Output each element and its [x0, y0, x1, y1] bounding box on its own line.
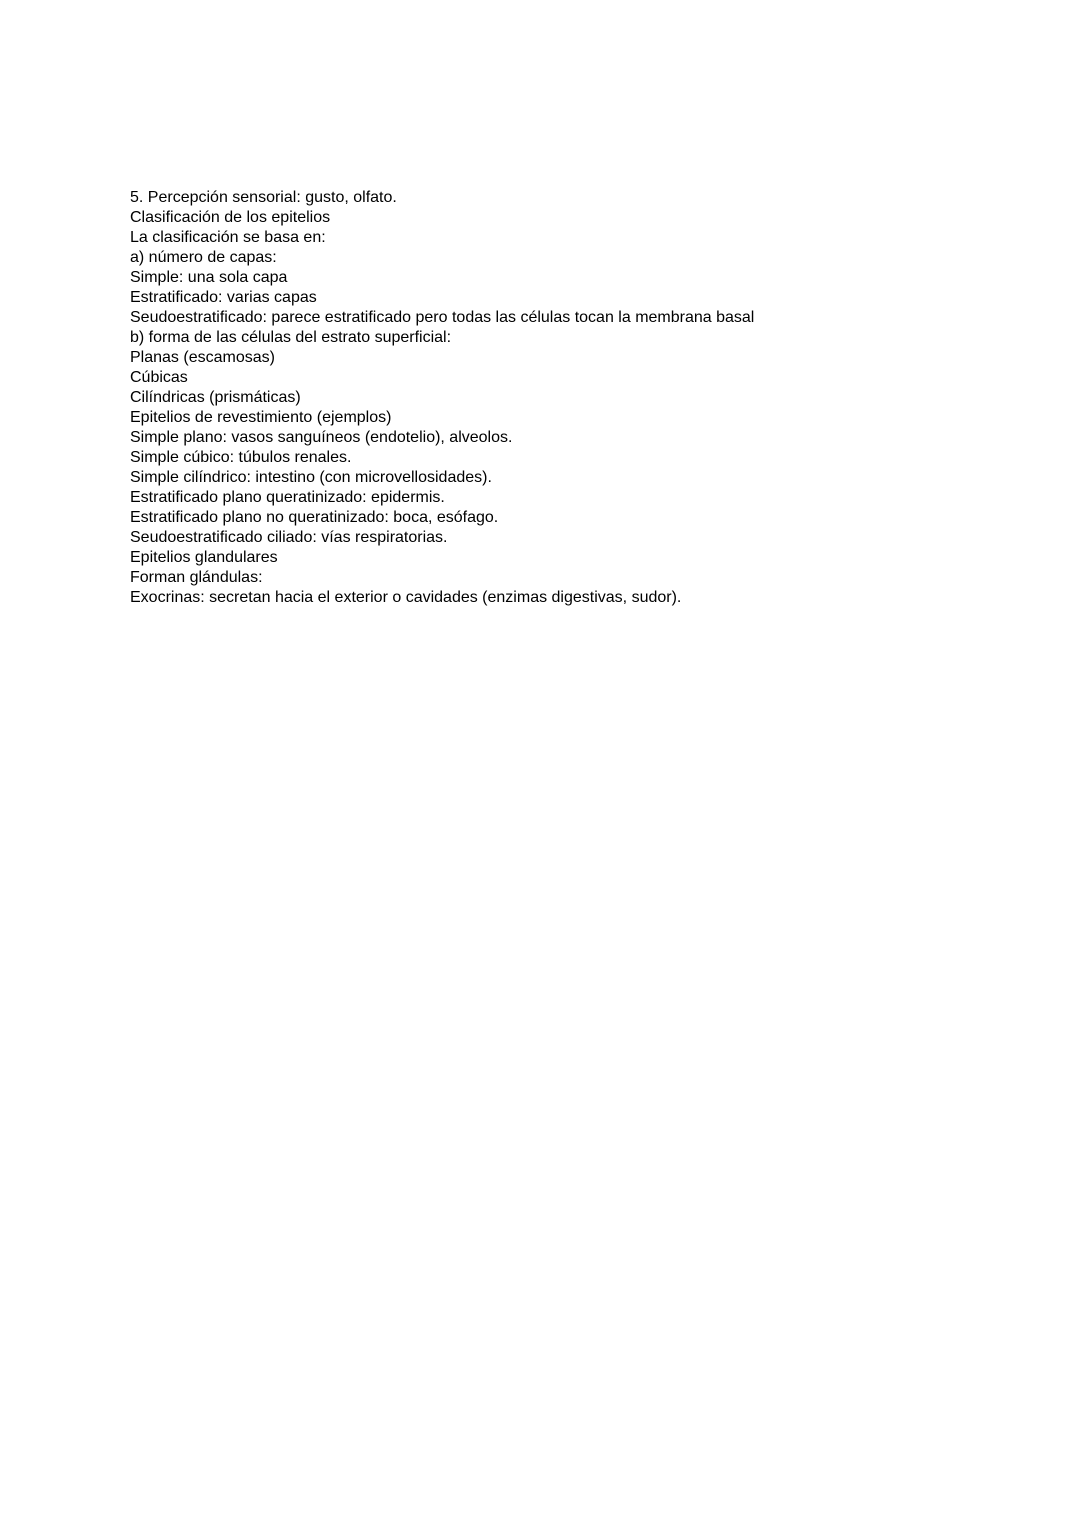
section-heading-revestimiento: Epitelios de revestimiento (ejemplos) [130, 409, 392, 426]
paragraph-exocrinas: Exocrinas: secretan hacia el exterior o cavidades (enzimas digestivas, sudor). [130, 589, 682, 606]
paragraph-simple: Simple: una sola capa [130, 269, 288, 286]
paragraph-cubicas: Cúbicas [130, 369, 188, 386]
paragraph-estratificado: Estratificado: varias capas [130, 289, 317, 306]
paragraph-estratificado-no-queratinizado: Estratificado plano no queratinizado: boca, esófago. [130, 509, 499, 526]
paragraph-forman-glandulas: Forman glándulas: [130, 569, 263, 586]
section-heading-glandulares: Epitelios glandulares [130, 549, 278, 566]
paragraph-estratificado-queratinizado: Estratificado plano queratinizado: epidermis. [130, 489, 445, 506]
paragraph-seudoestratificado-ciliado: Seudoestratificado ciliado: vías respiratorias. [130, 529, 448, 546]
section-heading-clasificacion: Clasificación de los epitelios [130, 209, 331, 226]
paragraph-simple-cubico: Simple cúbico: túbulos renales. [130, 449, 352, 466]
paragraph-planas: Planas (escamosas) [130, 349, 275, 366]
paragraph-simple-plano: Simple plano: vasos sanguíneos (endotelio), alveolos. [130, 429, 513, 446]
paragraph-basis-intro: La clasificación se basa en: [130, 229, 326, 246]
list-item-perception: 5. Percepción sensorial: gusto, olfato. [130, 189, 397, 206]
paragraph-criterion-b: b) forma de las células del estrato superficial: [130, 329, 452, 346]
paragraph-criterion-a: a) número de capas: [130, 249, 277, 266]
paragraph-cilindricas: Cilíndricas (prismáticas) [130, 389, 301, 406]
paragraph-simple-cilindrico: Simple cilíndrico: intestino (con microvellosidades). [130, 469, 492, 486]
paragraph-seudoestratificado: Seudoestratificado: parece estratificado pero todas las células tocan la membrana basal [130, 309, 755, 326]
